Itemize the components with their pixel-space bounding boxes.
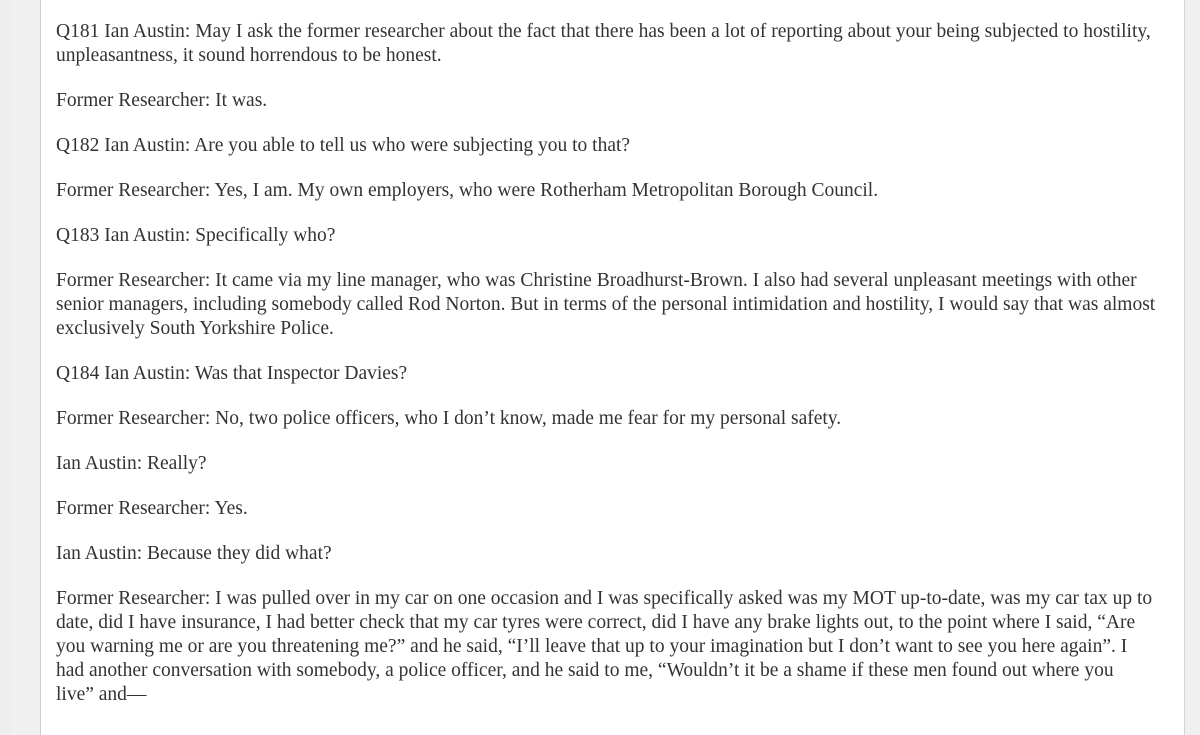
- transcript-paragraph-answer-3: Former Researcher: It came via my line manager, who was Christine Broadhurst-Brown. I also had several unpleasant meetings with other senior managers, including somebody called Rod Norton. But in terms of the personal intimidation and hostility, I would say that was almost exclusively South Yorkshire Police.: [56, 270, 1156, 339]
- transcript-paragraph-question-5: Ian Austin: Really?: [56, 453, 207, 474]
- transcript-paragraph-answer-4: Former Researcher: No, two police officers, who I don’t know, made me fear for my personal safety.: [56, 408, 842, 429]
- transcript-paragraph-q181: Q181 Ian Austin: May I ask the former researcher about the fact that there has been a lot of reporting about your being subjected to hostility, unpleasantness, it sound horrendous to be honest.: [56, 21, 1151, 66]
- transcript-paragraph-question-6: Ian Austin: Because they did what?: [56, 543, 332, 564]
- transcript-paragraph-answer-1: Former Researcher: It was.: [56, 90, 268, 111]
- document-page: [40, 0, 1185, 735]
- transcript-paragraph-answer-5: Former Researcher: Yes.: [56, 498, 248, 519]
- transcript-paragraph-answer-2: Former Researcher: Yes, I am. My own employers, who were Rotherham Metropolitan Borough Council.: [56, 180, 879, 201]
- left-gutter: [0, 0, 12, 735]
- transcript-paragraph-q182: Q182 Ian Austin: Are you able to tell us who were subjecting you to that?: [56, 135, 631, 156]
- transcript-paragraph-q184: Q184 Ian Austin: Was that Inspector Davies?: [56, 363, 408, 384]
- transcript-body: [56, 20, 1156, 728]
- transcript-paragraph-q183: Q183 Ian Austin: Specifically who?: [56, 225, 336, 246]
- transcript-paragraph-answer-6: Former Researcher: I was pulled over in my car on one occasion and I was specifically asked was my MOT up-to-date, was my car tax up to date, did I have insurance, I had better check that my car tyres were correct, did I have any brake lights out, to the point where I said, “Are you warning me or are you threatening me?” and he said, “I’ll leave that up to your imagination but I don’t want to see you here again”. I had another conversation with somebody, a police officer, and he said to me, “Wouldn’t it be a shame if these men found out where you live” and—: [56, 588, 1153, 705]
